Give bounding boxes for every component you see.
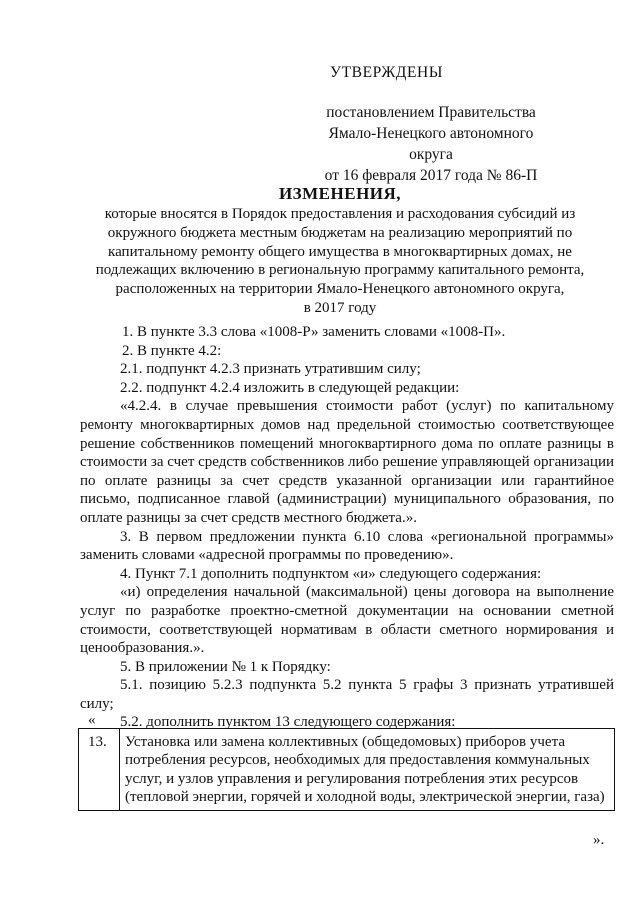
table-cell-text: Установка или замена коллективных (общедомовых) приборов учета потребления ресурсов, необходимых для предоставления коммунальных услуг, и узлов управления и регулирования потребления этих ресурсов (тепловой энергии, горячей и холодной воды, электрической энергии, газа) [120, 729, 615, 811]
table-cell-number: 13. [79, 729, 120, 811]
insert-table [78, 728, 615, 811]
document-body [80, 323, 614, 732]
approval-title: УТВЕРЖДЕНЫ [330, 64, 443, 81]
paragraph-item-2: 2. В пункте 4.2: [122, 342, 222, 359]
approval-line: от 16 февраля 2017 года № 86-П [324, 167, 538, 184]
document-heading [60, 183, 620, 318]
approval-block [316, 62, 616, 186]
approval-line: Ямало-Ненецкого автономного округа [328, 125, 534, 163]
paragraph-item-2-2: 2.2. подпункт 4.2.4 изложить в следующей редакции: [120, 379, 460, 396]
subtitle-line: окружного бюджета местным бюджетам на реализацию мероприятий по [107, 224, 573, 241]
paragraph-quoted-4-2-4: «4.2.4. в случае превышения стоимости работ (услуг) по капитальному ремонту многоквартирных домов над предельной стоимостью соответствующее решение собственников помещений многоквартирного дома по оплате разницы в стоимости за счет средств собственников либо решение управляющей организации по оплате разницы за счет средств указанной организации или гарантийное письмо, подписанное главой (администрации) муниципального образования, по оплате разницы за счет средств местного бюджета.». [80, 398, 614, 526]
closing-quote: ». [593, 832, 605, 848]
subtitle-line: капитальному ремонту общего имущества в многоквартирных домах, не [108, 243, 572, 260]
paragraph-item-5: 5. В приложении № 1 к Порядку: [120, 658, 331, 675]
paragraph-item-3: 3. В первом предложении пункта 6.10 слова «региональной программы» заменить словами «адресной программы по проведению». [80, 528, 614, 564]
paragraph-item-2-1: 2.1. подпункт 4.2.3 признать утратившим силу; [120, 361, 421, 378]
approval-line: постановлением Правительства [326, 104, 536, 121]
paragraph-item-5-1: 5.1. позицию 5.2.3 подпункта 5.2 пункта 5 графы 3 признать утратившей силу; [80, 677, 614, 712]
subtitle-line: подлежащих включению в региональную программу капитального ремонта, [95, 262, 585, 279]
paragraph-quoted-i: «и) определения начальной (максимальной) цены договора на выполнение услуг по разработке проектно-сметной документации на основании сметной стоимости, соответствующей нормативам в области сметного нормирования и ценообразования.». [80, 584, 614, 657]
opening-quote: « [88, 712, 96, 728]
table-row [79, 729, 615, 811]
subtitle-line: в 2017 году [303, 299, 377, 316]
document-title: ИЗМЕНЕНИЯ, [278, 184, 402, 203]
paragraph-item-1: 1. В пункте 3.3 слова «1008-Р» заменить словами «1008-П». [122, 324, 506, 340]
paragraph-item-4: 4. Пункт 7.1 дополнить подпунктом «и» следующего содержания: [120, 565, 542, 582]
subtitle-line: расположенных на территории Ямало-Ненецкого автономного округа, [115, 281, 565, 298]
subtitle-line: которые вносятся в Порядок предоставления и расходования субсидий из [104, 206, 576, 222]
paragraph-item-5-2: 5.2. дополнить пунктом 13 следующего содержания: [120, 714, 456, 731]
